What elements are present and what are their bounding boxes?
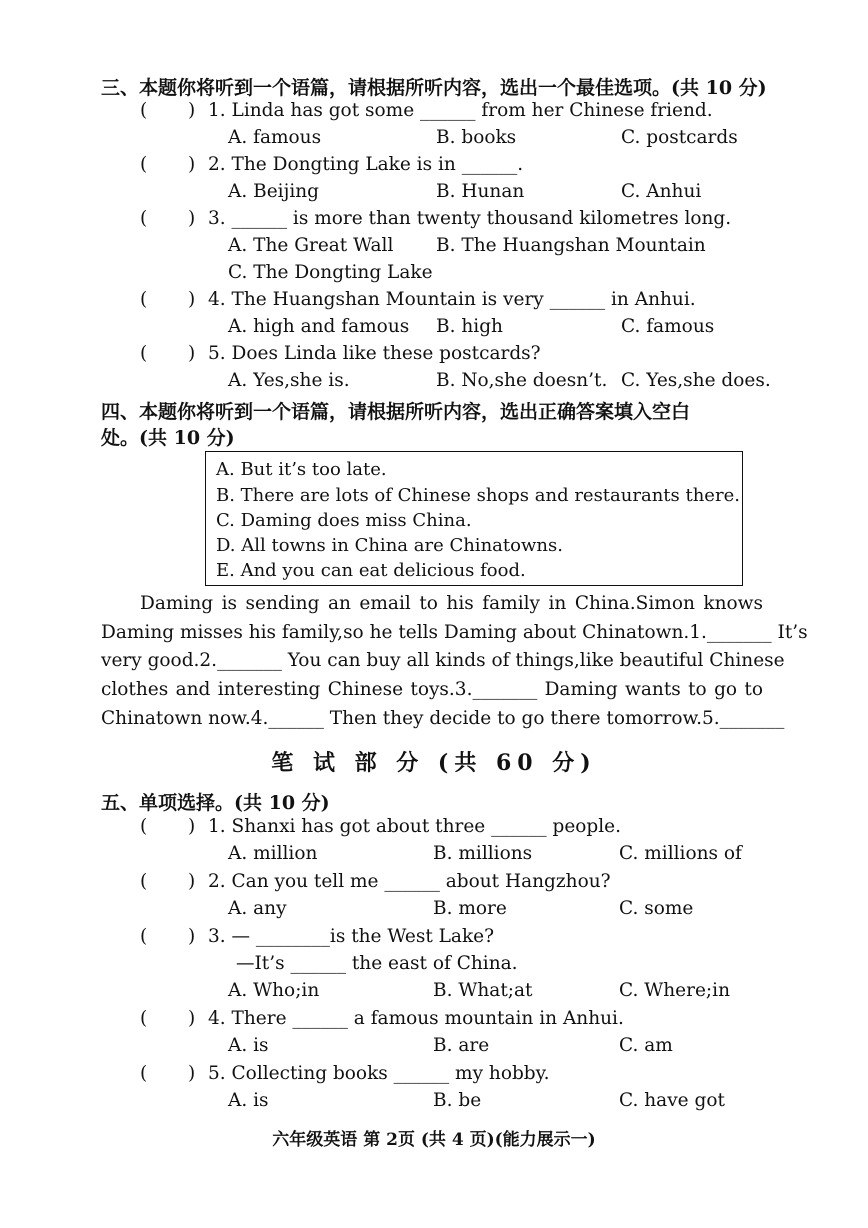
option-c: C. millions of: [619, 843, 742, 864]
options-box: [205, 451, 743, 586]
option-a: A. is: [228, 1035, 269, 1056]
answer-bracket-close: ): [188, 154, 196, 175]
option-a: A. Yes,she is.: [228, 370, 350, 391]
passage-line: very good.2._______ You can buy all kinds of things,like beautiful Chinese: [101, 650, 785, 671]
option-a: A. Who;in: [228, 980, 320, 1001]
option-c: C. some: [619, 898, 694, 919]
question-stem: 3. — ________is the West Lake?: [208, 926, 495, 947]
option-a: A. any: [228, 898, 287, 919]
answer-bracket-close: ): [188, 1063, 196, 1084]
answer-bracket-open: (: [140, 1063, 148, 1084]
section5-heading: 五、单项选择。(共 10 分): [101, 792, 330, 814]
option-c: C. Anhui: [621, 181, 702, 202]
option-a: A. high and famous: [228, 316, 410, 337]
answer-bracket-close: ): [188, 289, 196, 310]
answer-bracket-close: ): [188, 343, 196, 364]
question-stem: 1. Linda has got some ______ from her Chinese friend.: [208, 100, 713, 121]
box-option: B. There are lots of Chinese shops and restaurants there.: [216, 485, 740, 506]
question-stem: 1. Shanxi has got about three ______ people.: [208, 816, 622, 837]
option-b: B. The Huangshan Mountain: [436, 235, 706, 256]
box-option: D. All towns in China are Chinatowns.: [216, 535, 563, 556]
question-stem: 5. Does Linda like these postcards?: [208, 343, 541, 364]
question-stem: 4. The Huangshan Mountain is very ______ in Anhui.: [208, 289, 696, 310]
option-a: A. Beijing: [228, 181, 319, 202]
option-a: A. The Great Wall: [228, 235, 394, 256]
option-c: C. postcards: [621, 127, 738, 148]
passage-line: Daming is sending an email to his family in China.Simon knows: [140, 593, 763, 614]
option-a: A. million: [228, 843, 318, 864]
passage-line: Chinatown now.4.______ Then they decide to go there tomorrow.5._______: [101, 708, 785, 729]
answer-bracket-close: ): [188, 100, 196, 121]
answer-bracket-close: ): [188, 926, 196, 947]
answer-bracket-close: ): [188, 1008, 196, 1029]
option-c: C. The Dongting Lake: [228, 262, 433, 283]
answer-bracket-open: (: [140, 816, 148, 837]
section3-heading: 三、本题你将听到一个语篇，请根据所听内容，选出一个最佳选项。(共 10 分): [101, 77, 767, 99]
question-stem: 2. Can you tell me ______ about Hangzhou?: [208, 871, 611, 892]
box-option: C. Daming does miss China.: [216, 510, 472, 531]
option-c: C. have got: [619, 1090, 725, 1111]
answer-bracket-open: (: [140, 871, 148, 892]
option-b: B. are: [433, 1035, 490, 1056]
option-c: C. famous: [621, 316, 715, 337]
option-b: B. Hunan: [436, 181, 525, 202]
option-b: B. What;at: [433, 980, 533, 1001]
answer-bracket-open: (: [140, 926, 148, 947]
option-b: B. No,she doesn’t.: [436, 370, 608, 391]
option-b: B. books: [436, 127, 517, 148]
answer-bracket-open: (: [140, 1008, 148, 1029]
option-a: A. famous: [228, 127, 322, 148]
option-a: A. is: [228, 1090, 269, 1111]
question-stem: 4. There ______ a famous mountain in Anhui.: [208, 1008, 624, 1029]
question-stem: 5. Collecting books ______ my hobby.: [208, 1063, 550, 1084]
option-b: B. be: [433, 1090, 482, 1111]
option-c: C. am: [619, 1035, 673, 1056]
answer-bracket-close: ): [188, 208, 196, 229]
answer-bracket-close: ): [188, 871, 196, 892]
passage-line: clothes and interesting Chinese toys.3._______ Daming wants to go to: [101, 679, 763, 700]
question-stem: 2. The Dongting Lake is in ______.: [208, 154, 524, 175]
box-option: A. But it’s too late.: [216, 459, 387, 480]
section4-heading-line2: 处。(共 10 分): [101, 427, 235, 449]
question-stem-reply: —It’s ______ the east of China.: [236, 953, 518, 974]
option-b: B. high: [436, 316, 503, 337]
answer-bracket-open: (: [140, 100, 148, 121]
answer-bracket-open: (: [140, 154, 148, 175]
answer-bracket-open: (: [140, 208, 148, 229]
option-c: C. Where;in: [619, 980, 730, 1001]
option-c: C. Yes,she does.: [621, 370, 771, 391]
answer-bracket-open: (: [140, 289, 148, 310]
answer-bracket-close: ): [188, 816, 196, 837]
question-stem: 3. ______ is more than twenty thousand kilometres long.: [208, 208, 732, 229]
written-part-title: 笔 试 部 分 (共 60 分): [271, 750, 597, 776]
box-option: E. And you can eat delicious food.: [216, 560, 526, 581]
page-footer: 六年级英语 第 2页 (共 4 页)(能力展示一): [272, 1130, 596, 1150]
answer-bracket-open: (: [140, 343, 148, 364]
option-b: B. millions: [433, 843, 533, 864]
option-b: B. more: [433, 898, 507, 919]
section4-heading-line1: 四、本题你将听到一个语篇，请根据所听内容，选出正确答案填入空白: [101, 401, 691, 423]
passage-line: Daming misses his family,so he tells Daming about Chinatown.1._______ It’s: [101, 622, 808, 643]
